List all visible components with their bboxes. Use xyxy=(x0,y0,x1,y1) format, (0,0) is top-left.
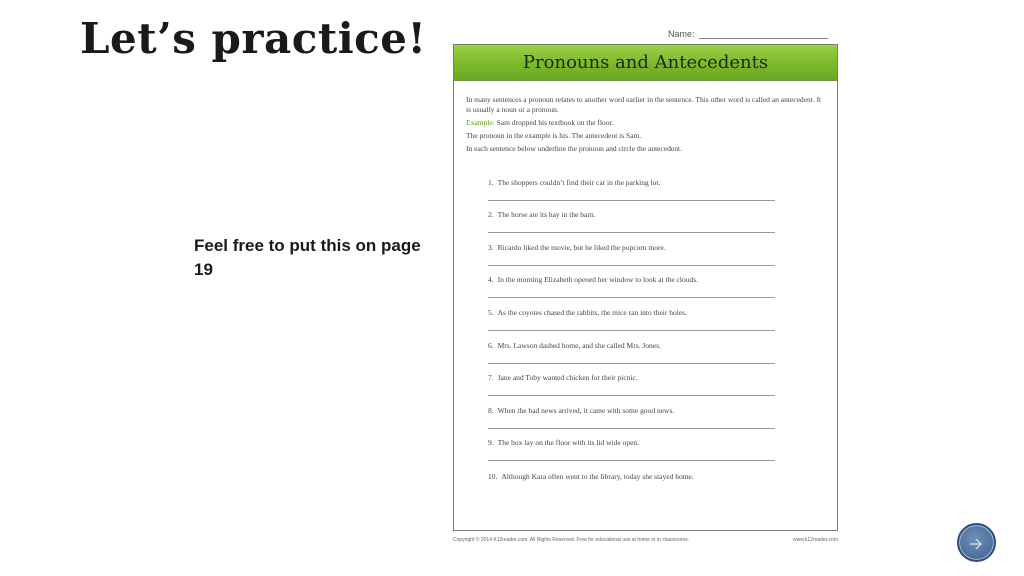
sentence-item: 8. When the bad news arrived, it came with some good news. xyxy=(488,396,775,429)
sentence-item: 1. The shoppers couldn’t find their car in the parking lot. xyxy=(488,168,775,201)
example-text: Sam dropped his textbook on the floor. xyxy=(496,118,614,127)
name-label: Name: xyxy=(668,29,695,39)
worksheet-footer xyxy=(453,537,838,547)
worksheet-instruction: In each sentence below underline the pronoun and circle the antecedent. xyxy=(466,144,682,153)
example-label: Example: xyxy=(466,118,495,127)
name-line xyxy=(699,29,828,39)
worksheet-header xyxy=(454,45,837,81)
worksheet-name-field xyxy=(668,25,828,39)
copyright-text: Copyright © 2014 K12reader.com. All Rights Reserved. Free for educational use at home or in classrooms. xyxy=(453,537,690,543)
arrow-icon xyxy=(969,537,985,551)
worksheet-title: Pronouns and Antecedents xyxy=(522,52,769,73)
slide-title: Let’s practice! xyxy=(80,14,427,63)
worksheet-example xyxy=(466,118,825,128)
slide-nav-button[interactable] xyxy=(957,523,996,562)
worksheet-explanation: The pronoun in the example is his. The antecedent is Sam. xyxy=(466,131,642,140)
sentence-item: 3. Ricardo liked the movie, but he liked the popcorn more. xyxy=(488,233,775,266)
sentence-item: 7. Jane and Toby wanted chicken for their picnic. xyxy=(488,364,775,397)
footer-url: www.k12reader.com xyxy=(792,537,838,543)
sentence-item: 5. As the coyotes chased the rabbits, the mice ran into their holes. xyxy=(488,298,775,331)
sentence-item: 6. Mrs. Lawson dashed home, and she called Mrs. Jones. xyxy=(488,331,775,364)
sentence-item: 2. The horse ate its hay in the barn. xyxy=(488,201,775,234)
sentence-item: 9. The box lay on the floor with its lid wide open. xyxy=(488,429,775,462)
worksheet-image xyxy=(453,44,838,531)
sentence-item: 4. In the morning Elizabeth opened her window to look at the clouds. xyxy=(488,266,775,299)
sentence-list xyxy=(466,168,825,494)
worksheet-intro: In many sentences a pronoun relates to another word earlier in the sentence. This other word is called an antecedent. It is usually a noun or a pronoun. xyxy=(466,95,822,114)
sentence-item: 10. Although Kara often went to the library, today she stayed home. xyxy=(488,471,694,481)
worksheet-body xyxy=(454,81,837,494)
slide-note: Feel free to put this on page 19 xyxy=(194,236,421,279)
